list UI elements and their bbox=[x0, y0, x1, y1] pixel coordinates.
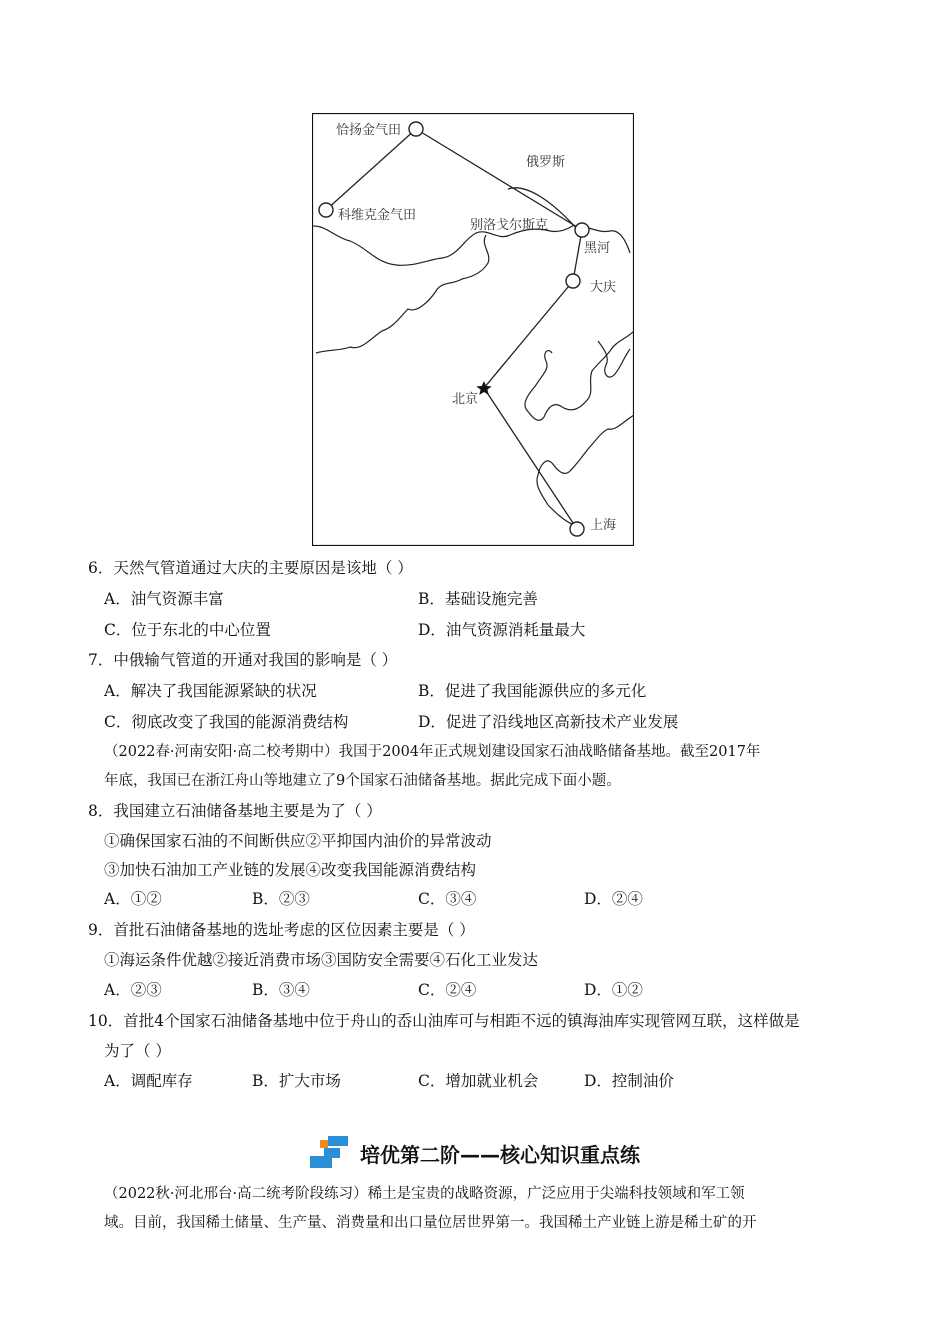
label-belogorsk: 别洛戈尔斯克 bbox=[470, 218, 549, 233]
q6-option-c: C．位于东北的中心位置 bbox=[104, 621, 271, 639]
q8-option-b: B．②③ bbox=[252, 890, 310, 908]
question-10-stem-line-2: 为了（ ） bbox=[104, 1042, 171, 1060]
label-beijing: 北京 bbox=[452, 392, 479, 407]
q6-option-b: B．基础设施完善 bbox=[418, 590, 538, 608]
question-6-stem: 6．天然气管道通过大庆的主要原因是该地（ ） bbox=[88, 559, 413, 577]
label-russia: 俄罗斯 bbox=[526, 155, 566, 170]
q8-statements-2: ③加快石油加工产业链的发展④改变我国能源消费结构 bbox=[104, 861, 477, 879]
question-7-stem: 7．中俄输气管道的开通对我国的影响是（ ） bbox=[88, 651, 398, 669]
chayanda-node bbox=[409, 122, 423, 136]
passage-2-line-1: （2022秋·河北邢台·高二统考阶段练习）稀土是宝贵的战略资源，广泛应用于尖端科技领域和军工领 bbox=[104, 1186, 745, 1202]
question-9-stem: 9．首批石油储备基地的选址考虑的区位因素主要是（ ） bbox=[88, 921, 475, 939]
passage-1-line-2: 年底，我国已在浙江舟山等地建立了9个国家石油储备基地。据此完成下面小题。 bbox=[104, 773, 621, 789]
section-heading bbox=[0, 1136, 950, 1174]
q9-option-a: A．②③ bbox=[104, 981, 162, 999]
passage-1-line-1: （2022春·河南安阳·高二校考期中）我国于2004年正式规划建设国家石油战略储备基地。截至2017年 bbox=[104, 744, 761, 760]
label-daqing: 大庆 bbox=[590, 280, 617, 295]
q6-option-d: D．油气资源消耗量最大 bbox=[418, 621, 586, 639]
daqing-node bbox=[566, 274, 580, 288]
pipeline-map bbox=[312, 113, 634, 546]
q10-option-c: C．增加就业机会 bbox=[418, 1072, 539, 1090]
question-10-stem-line-1: 10．首批4个国家石油储备基地中位于舟山的岙山油库可与相距不远的镇海油库实现管网互联，这样做是 bbox=[88, 1012, 800, 1030]
q6-option-a: A．油气资源丰富 bbox=[104, 590, 224, 608]
label-kovykta: 科维克金气田 bbox=[338, 208, 417, 223]
section-title: 培优第二阶——核心知识重点练 bbox=[360, 1142, 640, 1167]
heihe-node bbox=[575, 223, 589, 237]
q10-option-d: D．控制油价 bbox=[584, 1072, 674, 1090]
q10-option-a: A．调配库存 bbox=[104, 1072, 193, 1090]
q7-option-d: D．促进了沿线地区高新技术产业发展 bbox=[418, 713, 679, 731]
label-shanghai: 上海 bbox=[590, 518, 617, 533]
passage-2-line-2: 域。目前，我国稀土储量、生产量、消费量和出口量位居世界第一。我国稀土产业链上游是稀土矿的开 bbox=[104, 1215, 757, 1231]
q7-option-b: B．促进了我国能源供应的多元化 bbox=[418, 682, 647, 700]
q8-option-c: C．③④ bbox=[418, 890, 477, 908]
q8-option-d: D．②④ bbox=[584, 890, 643, 908]
label-heihe: 黑河 bbox=[584, 241, 611, 256]
section-heading-icon bbox=[310, 1136, 352, 1170]
q9-option-c: C．②④ bbox=[418, 981, 477, 999]
q8-option-a: A．①② bbox=[104, 890, 162, 908]
q10-option-b: B．扩大市场 bbox=[252, 1072, 341, 1090]
question-8-stem: 8．我国建立石油储备基地主要是为了（ ） bbox=[88, 802, 382, 820]
shanghai-node bbox=[570, 522, 584, 536]
kovykta-node bbox=[319, 203, 333, 217]
label-chayanda: 恰扬金气田 bbox=[336, 123, 402, 138]
q7-option-c: C．彻底改变了我国的能源消费结构 bbox=[104, 713, 349, 731]
q9-option-b: B．③④ bbox=[252, 981, 310, 999]
q7-option-a: A．解决了我国能源紧缺的状况 bbox=[104, 682, 317, 700]
q9-statements: ①海运条件优越②接近消费市场③国防安全需要④石化工业发达 bbox=[104, 951, 539, 969]
q8-statements-1: ①确保国家石油的不间断供应②平抑国内油价的异常波动 bbox=[104, 832, 492, 850]
q9-option-d: D．①② bbox=[584, 981, 643, 999]
